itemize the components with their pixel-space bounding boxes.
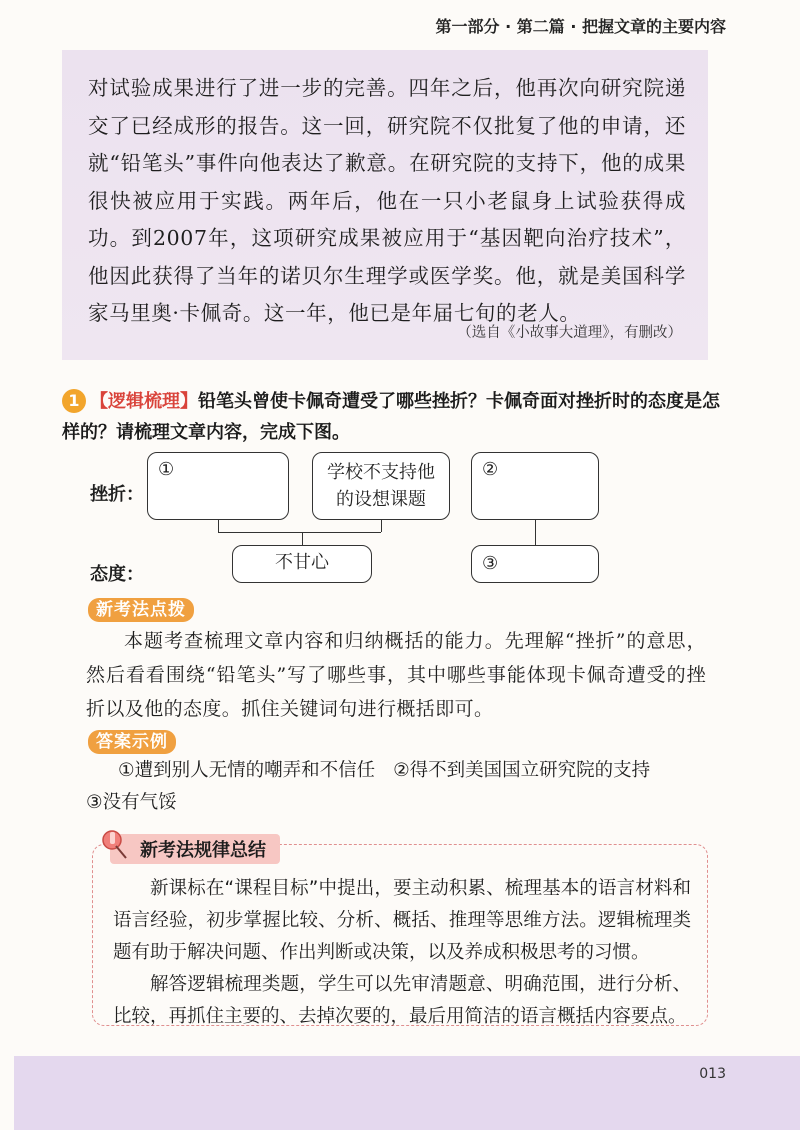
- setback-box-3[interactable]: ②: [471, 452, 599, 520]
- page-header: 第一部分 · 第二篇 · 把握文章的主要内容: [435, 17, 726, 36]
- summary-paragraph-2: 解答逻辑梳理类题，学生可以先审清题意、明确范围，进行分析、比较，再抓住主要的、去掉次要的，最后用简洁的语言概括内容要点。: [113, 974, 691, 1027]
- summary-box: [92, 844, 708, 1026]
- question-1: [62, 386, 722, 448]
- summary-title: 新考法规律总结: [110, 834, 280, 864]
- summary-paragraph-1: 新课标在“课程目标”中提出，要主动积累、梳理基本的语言材料和语言经验，初步掌握比较、分析、概括、推理等思维方法。逻辑梳理类题有助于解决问题、作出判断或决策，以及养成积极思考的习惯。: [113, 878, 691, 963]
- story-excerpt-box: [62, 50, 708, 360]
- answer-item-3: ③没有气馁: [86, 792, 177, 813]
- connector-line: [302, 532, 303, 545]
- story-text: 对试验成果进行了进一步的完善。四年之后，他再次向研究院递交了已经成形的报告。这一回，研究院不仅批复了他的申请，还就“铅笔头”事件向他表达了歉意。在研究院的支持下，他的成果很快被应用于实践。两年后，他在一只小老鼠身上试验获得成功。到2007年，这项研究成果被应用于“基因靶向治疗技术”，他因此获得了当年的诺贝尔生理学或医学奖。他，就是美国科学家马里奥·卡佩奇。这一年，他已是年届七旬的老人。: [88, 76, 686, 325]
- label-attitude: 态度：: [90, 564, 144, 585]
- attitude-box-2[interactable]: ③: [471, 545, 599, 583]
- pushpin-icon: [98, 826, 134, 862]
- flow-diagram: [90, 452, 700, 592]
- answer-tag: 答案示例: [88, 730, 176, 754]
- tip-text: 本题考查梳理文章内容和归纳概括的能力。先理解“挫折”的意思，然后看看围绕“铅笔头”写了哪些事，其中哪些事能体现卡佩奇遭受的挫折以及他的态度。抓住关键词句进行概括即可。: [86, 630, 706, 720]
- answer-item-1: ①遭到别人无情的嘲弄和不信任: [118, 760, 376, 781]
- footer-band: [14, 1056, 800, 1130]
- connector-line: [218, 520, 219, 532]
- question-number-badge: 1: [62, 389, 86, 413]
- setback-box-1[interactable]: ①: [147, 452, 289, 520]
- question-tag: 【逻辑梳理】: [90, 391, 198, 412]
- connector-line: [218, 532, 381, 533]
- answer-example: [86, 755, 706, 819]
- answer-item-2: ②得不到美国国立研究院的支持: [393, 760, 651, 781]
- connector-line: [535, 520, 536, 545]
- tip-tag: 新考法点拨: [88, 598, 194, 622]
- story-source: （选自《小故事大道理》，有删改）: [457, 325, 682, 341]
- attitude-box-1: 不甘心: [232, 545, 372, 583]
- label-setback: 挫折：: [90, 484, 144, 505]
- connector-line: [381, 520, 382, 532]
- page-number: 013: [699, 1066, 726, 1082]
- question-text: 铅笔头曾使卡佩奇遭受了哪些挫折？卡佩奇面对挫折时的态度是怎样的？请梳理文章内容，完成下图。: [62, 391, 720, 443]
- setback-box-2: 学校不支持他的设想课题: [312, 452, 450, 520]
